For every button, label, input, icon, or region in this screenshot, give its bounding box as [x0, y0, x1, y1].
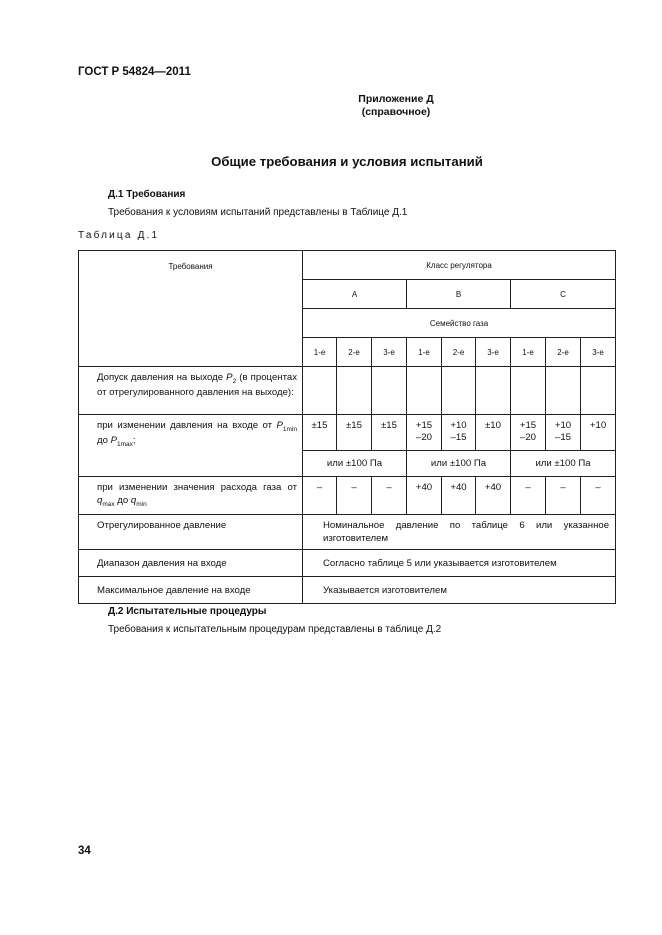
- table-cell: +40: [407, 477, 442, 515]
- table-cell: ±15: [372, 415, 407, 451]
- main-title: Общие требования и условия испытаний: [211, 154, 483, 169]
- table-cell: +10 –15: [442, 415, 476, 451]
- page-number: 34: [78, 845, 91, 857]
- table-row: [79, 577, 616, 604]
- section1-text: Требования к условиям испытаний представлены в Таблице Д.1: [108, 207, 408, 218]
- header-family: 2-е: [546, 338, 581, 367]
- table-cell: или ±100 Па: [303, 451, 407, 477]
- header-family: 2-е: [442, 338, 476, 367]
- header-gas-family: Семейство газа: [303, 309, 616, 338]
- row-label-inlet-range: Диапазон давления на входе: [79, 550, 303, 577]
- table-cell: –: [581, 477, 616, 515]
- table-cell: –: [337, 477, 372, 515]
- table-cell: +40: [476, 477, 511, 515]
- header-family: 1-е: [511, 338, 546, 367]
- row-label-set-pressure: Отрегулированное давление: [79, 514, 303, 550]
- header-class-c: С: [511, 280, 616, 309]
- section2-heading: Д.2 Испытательные процедуры: [108, 606, 267, 617]
- table-cell: –: [372, 477, 407, 515]
- table-cell: или ±100 Па: [511, 451, 616, 477]
- header-family: 3-е: [372, 338, 407, 367]
- table-caption: Таблица Д.1: [78, 230, 160, 241]
- header-regulator-class: Класс регулятора: [303, 251, 616, 280]
- row-label-flow-change: при изменении значения расхода газа от $q_{max}$ до $q_{min}$: [79, 477, 303, 515]
- table-cell: +15 –20: [511, 415, 546, 451]
- header-class-a: А: [303, 280, 407, 309]
- table-cell: +10: [581, 415, 616, 451]
- table-row: [79, 550, 616, 577]
- table-cell: ±15: [303, 415, 337, 451]
- table-cell: ±10: [476, 415, 511, 451]
- row-label-inlet-change: при изменении давления на входе от $P_{1min}$ до $P_{1max}$;: [79, 415, 303, 477]
- table-row: [79, 367, 616, 415]
- appendix-title: Приложение Д: [358, 93, 434, 105]
- row-label-tolerance: Допуск давления на выходе $P_2$ (в процентах от отрегулированного давления на выходе):: [79, 367, 303, 415]
- table-cell: Номинальное давление по таблице 6 или указанное изготовителем: [303, 514, 616, 550]
- table-cell: –: [511, 477, 546, 515]
- header-family: 1-е: [303, 338, 337, 367]
- header-family: 3-е: [476, 338, 511, 367]
- document-code: ГОСТ Р 54824—2011: [78, 66, 191, 78]
- table-cell: –: [546, 477, 581, 515]
- table-cell: или ±100 Па: [407, 451, 511, 477]
- header-family: 3-е: [581, 338, 616, 367]
- table-cell: Указывается изготовителем: [303, 577, 616, 604]
- table-row: [79, 514, 616, 550]
- appendix-type: (справочное): [361, 106, 431, 118]
- table-row: [79, 477, 616, 515]
- header-family: 2-е: [337, 338, 372, 367]
- header-family: 1-е: [407, 338, 442, 367]
- table-row: [79, 415, 616, 451]
- table-cell: –: [303, 477, 337, 515]
- table-cell: Согласно таблице 5 или указывается изготовителем: [303, 550, 616, 577]
- requirements-table: [78, 250, 616, 604]
- table-cell: +10 –15: [546, 415, 581, 451]
- section1-heading: Д.1 Требования: [108, 189, 186, 200]
- header-requirements: Требования: [79, 251, 303, 367]
- table-cell: +15 –20: [407, 415, 442, 451]
- table-cell: +40: [442, 477, 476, 515]
- section2-text: Требования к испытательным процедурам представлены в таблице Д.2: [108, 624, 442, 635]
- header-class-b: В: [407, 280, 511, 309]
- row-label-max-inlet: Максимальное давление на входе: [79, 577, 303, 604]
- table-cell: ±15: [337, 415, 372, 451]
